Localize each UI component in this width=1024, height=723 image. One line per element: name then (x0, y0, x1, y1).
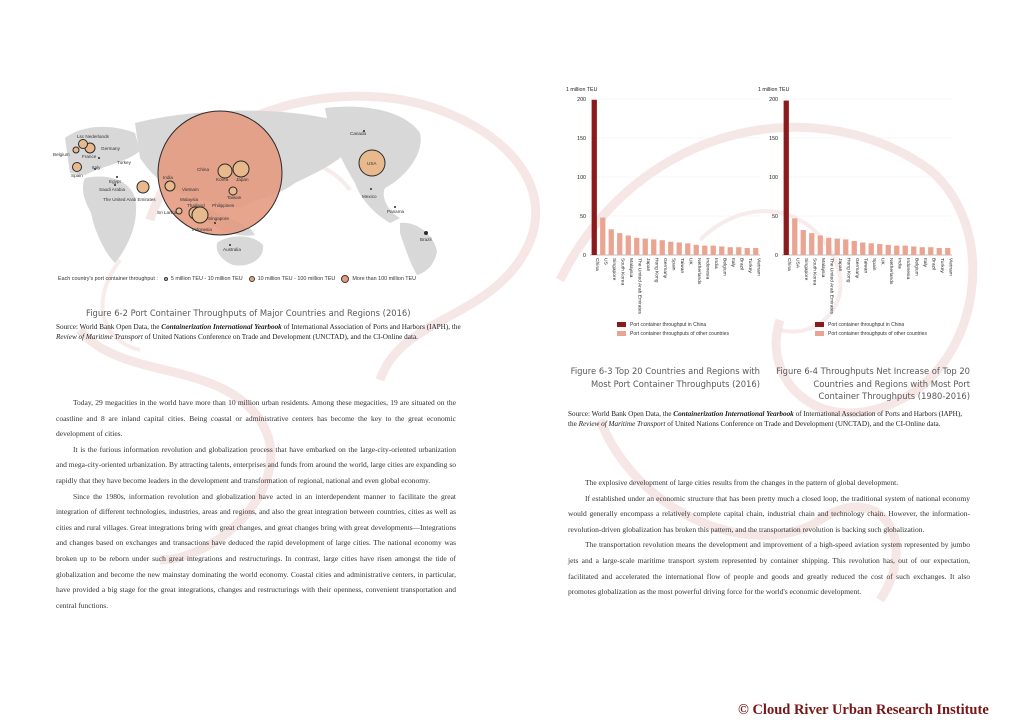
bar-indonesia (903, 246, 908, 255)
bar-china (592, 100, 597, 255)
bar-italy (920, 247, 925, 255)
map-label-france: France (82, 154, 97, 159)
map-label-indonesia: Indonesia (192, 227, 212, 232)
x-category-label: Belgium (721, 258, 727, 276)
x-category-label: Spain (870, 258, 876, 271)
bar-spain (869, 243, 874, 255)
y-tick-label: 100 (577, 175, 586, 181)
bar-malaysia (818, 236, 823, 256)
x-category-label: Germany (661, 258, 667, 279)
x-category-label: USA (794, 258, 800, 269)
bar-south-korea (809, 233, 814, 255)
bar-china (784, 101, 789, 255)
map-label-srilanka: Sri Lanka (157, 210, 177, 215)
bar-japan (643, 239, 648, 255)
x-category-label: India (712, 258, 718, 269)
bubble-belgium (73, 147, 79, 153)
world-port-map (55, 103, 455, 275)
map-label-brazil: Brazil (420, 237, 432, 242)
map-label-taiwan: Taiwan (227, 195, 242, 200)
map-label-italy: Italy (92, 165, 101, 170)
map-label-uae: The United Arab Emirates (103, 197, 156, 202)
left-paragraph-1: Today, 29 megacities in the world have more than 10 million urban residents. Among these megacities, 19 are situated on the coastline and 8 are inland capital cities. Being coastal or administrative centers has become the key to the great economic development of cities. (56, 398, 456, 439)
bar-germany (660, 240, 665, 255)
legend-large-dot-icon (341, 275, 349, 283)
bubble-uae (137, 181, 149, 193)
bar-taiwan (860, 243, 865, 255)
bar-malaysia (626, 236, 631, 256)
bubble-singapore (192, 207, 208, 223)
right-paragraph-1: The explosive development of large cities results from the changes in the pattern of global development. (585, 478, 899, 487)
bar-vietnam (945, 248, 950, 255)
bar-netherlands (886, 245, 891, 255)
bar-italy (728, 247, 733, 255)
bubble-netherlands (79, 140, 88, 149)
legend-china-swatch (617, 322, 626, 327)
chart-6-4-legend (815, 320, 927, 338)
map-label-philippines: Philippines (212, 203, 235, 208)
bar-spain (668, 242, 673, 255)
x-category-label: Taiwan (678, 258, 684, 274)
y-axis-unit-label: 1 million TEU (758, 87, 790, 93)
x-category-label: Hong Kong (653, 258, 659, 283)
x-category-label: Indonesia (904, 258, 910, 280)
figure-6-3-caption: Figure 6-3 Top 20 Countries and Regions with Most Port Container Throughputs (2016) (570, 366, 760, 389)
map-label-india: India (163, 175, 173, 180)
bar-belgium (911, 246, 916, 255)
x-category-label: Indonesia (704, 258, 710, 280)
x-category-label: Singapore (610, 258, 616, 281)
legend-item-large: More than 100 million TEU (352, 276, 417, 282)
legend-others-label: Port container throughputs of other countries (630, 330, 729, 337)
bar-the-united-arab-emirates (826, 238, 831, 255)
x-category-label: Brazil (738, 258, 744, 271)
legend-china-label: Port container throughput in China (630, 321, 707, 328)
y-tick-label: 50 (580, 214, 586, 220)
y-tick-label: 200 (577, 97, 586, 103)
map-label-singapore: Singapore (208, 216, 229, 221)
map-label-usa: USA (367, 161, 377, 166)
legend-small-dot-icon (164, 277, 168, 281)
x-category-label: Japan (836, 258, 842, 272)
legend-prefix: Each country's port container throughput : (58, 276, 158, 282)
map-legend (58, 274, 478, 284)
right-paragraph-3: The transportation revolution means the development and improvement of a high-speed aviation system represented by jumbo jets and a large-scale maritime transport system represented by container shipping. This revolution has, out of our expectation, facilitated and accelerated the international flow of people and goods and greatly reduced the cost of such exchanges. It also promotes globalization as the most powerful driving force for the world's economic development. (568, 540, 970, 597)
map-label-germany: Germany (101, 146, 120, 151)
chart-6-3-svg (560, 82, 775, 322)
southamerica-landmass (400, 223, 437, 275)
x-category-label: The United Arab Emirates (636, 258, 642, 314)
bar-hong-kong (651, 239, 656, 255)
x-category-label: Turkey (746, 258, 752, 273)
x-category-label: Singapore (802, 258, 808, 281)
x-category-label: China (593, 258, 599, 271)
x-category-label: Germany (853, 258, 859, 279)
legend-medium-dot-icon (249, 276, 255, 282)
x-category-label: US (602, 258, 608, 265)
figure-6-3-chart (560, 82, 775, 322)
figure-6-4-chart (752, 82, 967, 322)
bubble-korea (218, 164, 232, 178)
map-label-korea: Korea (216, 177, 229, 182)
x-category-label: Japan (644, 258, 650, 272)
map-svg (55, 103, 455, 275)
legend-china-label: Port container throughput in China (828, 321, 905, 328)
x-category-label: Italy (729, 258, 735, 267)
figure-6-2-caption: Figure 6-2 Port Container Throughputs of Major Countries and Regions (2016) (86, 308, 411, 318)
map-label-vietnam: Vietnam (182, 187, 199, 192)
right-paragraph-2: If established under an economic structure that has been pretty much a closed loop, the traditional system of national economy would generally encompass a relatively complete capital chain, industrial chain and technology chain. However, the information-revolution-driven globalization has broken this pattern, and the transportation revolution is backing such globalization. (568, 493, 970, 534)
x-category-label: Netherlands (695, 258, 701, 285)
y-tick-label: 150 (577, 136, 586, 142)
y-tick-label: 150 (769, 136, 778, 142)
bar-singapore (801, 230, 806, 255)
legend-others-label: Port container throughputs of other countries (828, 330, 927, 337)
bar-india (894, 246, 899, 255)
bubble-srilanka (176, 208, 182, 214)
x-category-label: Brazil (930, 258, 936, 271)
figure-6-3-source: Source: World Bank Open Data, the Containerization International Yearbook of International Association of Ports and Harbors (IAPH), the Review of Maritime Transport of United Nations Conference on Trade and Development (UNCTAD), and the CI-Online data. (568, 410, 963, 428)
bubble-spain (73, 163, 82, 172)
y-tick-label: 200 (769, 97, 778, 103)
bar-the-united-arab-emirates (634, 238, 639, 255)
bubble-india (165, 181, 175, 191)
bar-netherlands (694, 245, 699, 255)
bar-turkey (745, 248, 750, 255)
bar-uk (685, 243, 690, 255)
figure-6-4-caption: Figure 6-4 Throughputs Net Increase of Top 20 Countries and Regions with Most Port Container Throughputs (1980-2016) (776, 366, 970, 401)
bar-india (711, 246, 716, 255)
x-category-label: China (785, 258, 791, 271)
bar-usa (792, 218, 797, 255)
bar-south-korea (617, 233, 622, 255)
map-label-turkey: Turkey (117, 160, 131, 165)
legend-others-swatch (617, 331, 626, 336)
x-category-label: Belgium (913, 258, 919, 276)
chart-6-4-svg (752, 82, 967, 322)
bar-japan (835, 239, 840, 255)
x-category-label: Taiwan (862, 258, 868, 274)
map-label-panama: Panama (387, 209, 405, 214)
x-category-label: India (896, 258, 902, 269)
bar-brazil (736, 247, 741, 255)
x-category-label: Spain (670, 258, 676, 271)
y-tick-label: 100 (769, 175, 778, 181)
map-label-china: China (197, 167, 210, 172)
map-label-thailand: Thailand (187, 203, 205, 208)
bar-uk (877, 244, 882, 255)
legend-item-small: 5 million TEU - 10 million TEU (170, 276, 243, 282)
map-label-netherlands: Lsc Nederlands (77, 134, 109, 139)
map-label-canada: Canada (350, 131, 367, 136)
x-category-label: Malaysia (627, 258, 633, 278)
bar-belgium (719, 246, 724, 255)
map-label-malaysia: Malaysia (180, 197, 199, 202)
x-category-label: Malaysia (819, 258, 825, 278)
x-category-label: UK (687, 258, 693, 265)
left-paragraph-3: Since the 1980s, information revolution and globalization have acted in an interdependent manner to facilitate the great integration of different technologies, industries, areas and regions, and also the great integration between countries, cities as well as cities and rural villages. Great integrations bring with great changes, and great changes bring with great developments—Integrations and changes based on exchanges and transactions have deduced the rapid development of large cities. The national economy was broken up to be reborn under such great integrations and restructurings. In contrast, large cities have risen amongst the tide of globalization and become the new mainstay dominating the world economy. Coastal cities and administrative centers, in particular, have provided a big stage for the great integrations, changes and restructurings with their openness, convenient transportation and central functions. (56, 491, 456, 610)
map-label-mexico: Mexico (362, 194, 377, 199)
y-axis-unit-label: 1 million TEU (566, 87, 598, 93)
left-body-text (56, 395, 456, 613)
x-category-label: UK (879, 258, 885, 265)
legend-item-medium: 10 million TEU - 100 million TEU (257, 276, 336, 282)
map-label-saudi: Saudi Arabia (99, 187, 126, 192)
bar-hong-kong (843, 239, 848, 255)
bar-indonesia (702, 246, 707, 255)
figure-6-2-source: Source: World Bank Open Data, the Containerization International Yearbook of International Association of Ports and Harbors (IAPH), the Review of Maritime Transport of United Nations Conference on Trade and Development (UNCTAD), and the CI-Online data. (56, 323, 461, 341)
y-tick-label: 0 (583, 253, 586, 259)
bar-taiwan (677, 243, 682, 255)
bar-us (600, 218, 605, 255)
map-label-japan: Japan (236, 177, 249, 182)
map-label-spain: Spain (71, 173, 83, 178)
x-category-label: South Korea (619, 258, 625, 286)
map-label-australia: Australia (223, 247, 241, 252)
copyright-notice: © Cloud River Urban Research Institute (738, 702, 989, 718)
bar-germany (852, 241, 857, 255)
y-tick-label: 50 (772, 214, 778, 220)
x-category-label: Vietnam (947, 258, 953, 276)
x-category-label: Vietnam (755, 258, 761, 276)
bubble-taiwan (229, 187, 237, 195)
legend-china-swatch (815, 322, 824, 327)
x-category-label: Hong Kong (845, 258, 851, 283)
bar-singapore (609, 229, 614, 255)
legend-others-swatch (815, 331, 824, 336)
bar-brazil (928, 247, 933, 255)
x-category-label: South Korea (811, 258, 817, 286)
y-tick-label: 0 (775, 253, 778, 259)
bar-turkey (937, 248, 942, 255)
map-label-egypt: Egypt (109, 179, 121, 184)
chart-6-3-legend (617, 320, 729, 338)
left-paragraph-2: It is the furious information revolution and globalization process that have embarked on the large-city-oriented urbanization and mega-city-oriented urbanization. By attracting talents, enterprises and funds from around the world, large cities are expanding so rapidly that they have become leaders in the development and transformation of regional, national and even global economy. (56, 444, 456, 485)
x-category-label: The United Arab Emirates (828, 258, 834, 314)
x-category-label: Turkey (938, 258, 944, 273)
right-body-text (568, 475, 970, 600)
x-category-label: Italy (921, 258, 927, 267)
bubble-japan (233, 161, 249, 177)
x-category-label: Netherlands (887, 258, 893, 285)
map-label-belgium: Belgium (53, 152, 70, 157)
